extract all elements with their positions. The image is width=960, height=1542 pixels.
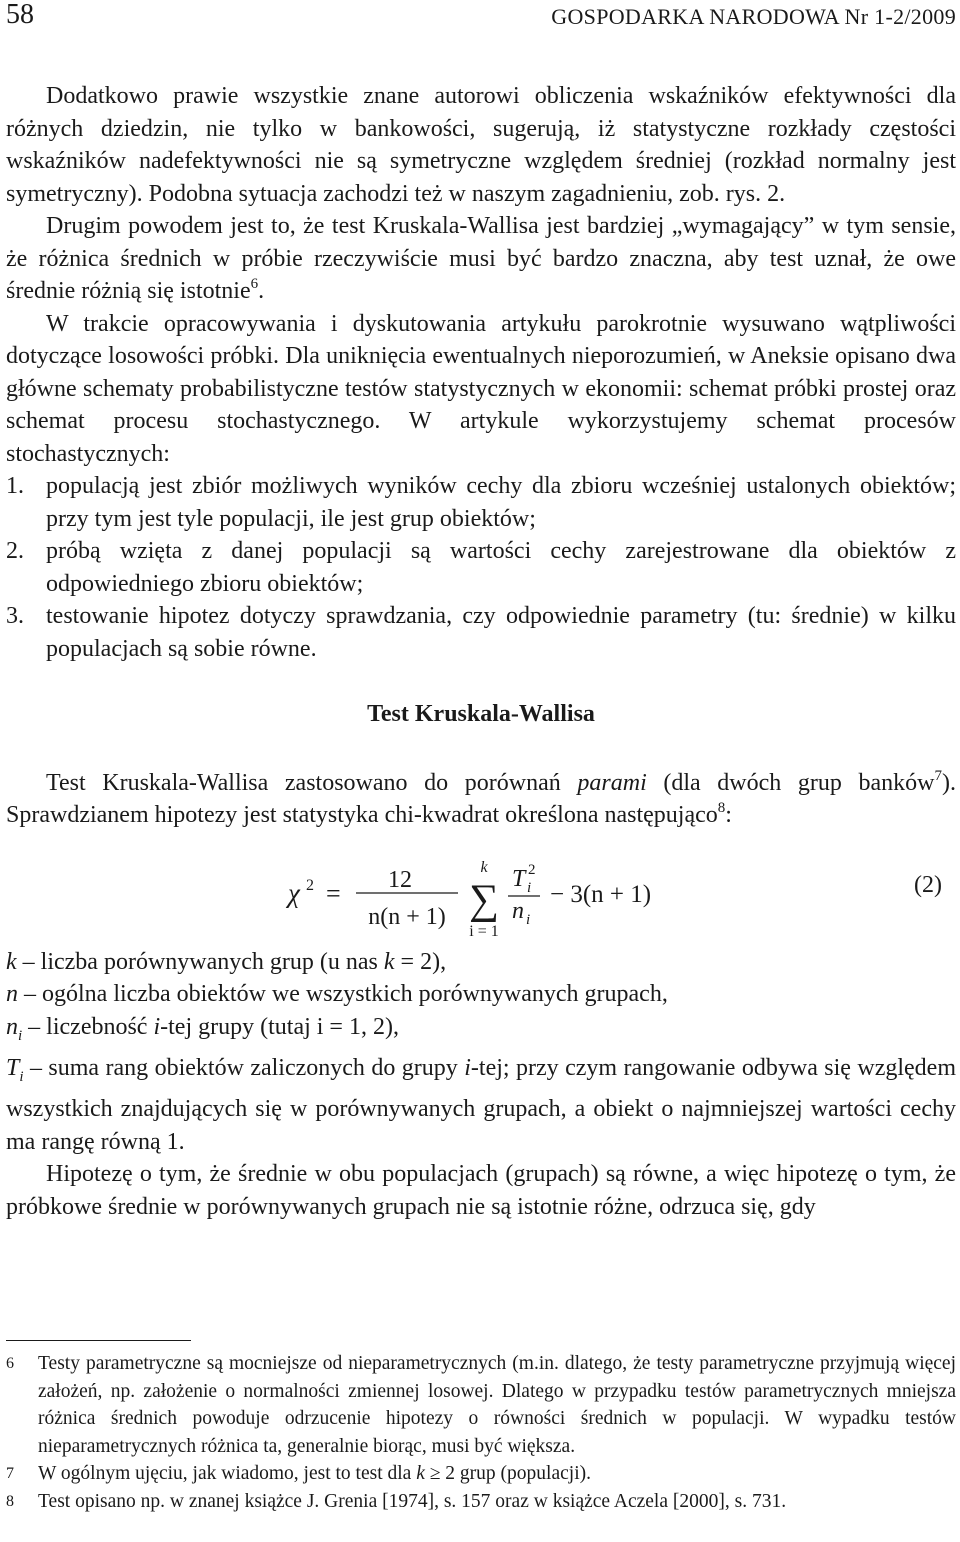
footnote-ref-8[interactable]: 8: [717, 800, 726, 816]
definition-n: [6, 978, 956, 1011]
footnote-text: W ogólnym ujęciu, jak wiadomo, jest to test dla: [38, 1463, 417, 1484]
fraction-denominator: n(n + 1): [368, 903, 446, 930]
definition-text-end: -tej grupy (tutaj i = 1, 2),: [160, 1013, 399, 1040]
list-item-text: testowanie hipotez dotyczy sprawdzania, czy odpowiednie parametry (tu: średnie) w kilku populacjach są sobie równe.: [46, 603, 956, 662]
paragraph-3: W trakcie opracowywania i dyskutowania artykułu parokrotnie wysuwano wątpliwości dotyczące losowości próbki. Dla uniknięcia ewentualnych nieporozumień, w Aneksie opisano dwa główne schematy probabilistyczne testów statystycznych w ekonomii: schemat próbki prostej oraz schemat procesu stochastycznego. W artykule wykorzystujemy schemat procesów stochastycznych:: [6, 310, 956, 467]
footnote-separator: [6, 1340, 191, 1341]
definition-text-end: -tej; przy czym rangowanie odbywa się względem wszystkich znajdujących się w porównywanych grupach, a obiekt o najmniejszej wartości cechy ma rangę równą 1.: [6, 1054, 957, 1155]
fraction2-numerator-exponent: 2: [528, 861, 536, 878]
paragraph-2-text: Drugim powodem jest to, że test Kruskala-Wallisa jest bardziej „wymagający” w tym sensie, że różnica średnich w próbie rzeczywiście musi być bardzo znaczna, aby test uznał, że owe średnie różnią się istotnie: [6, 213, 956, 304]
list-item: [6, 535, 956, 600]
numbered-list: [6, 470, 956, 665]
fraction2-denominator: n: [512, 897, 524, 924]
sum-lower-limit: i = 1: [469, 922, 499, 940]
page-number: 58: [6, 0, 34, 30]
list-item-number: 3.: [6, 603, 24, 629]
section-intro-a: Test Kruskala-Wallisa zastosowano do porównań: [46, 769, 578, 796]
running-head: GOSPODARKA NARODOWA Nr 1-2/2009: [551, 4, 956, 29]
definition-ni: [6, 1011, 956, 1052]
definition-text: – liczebność: [22, 1013, 154, 1040]
equation-svg: [276, 840, 696, 946]
definition-k: [6, 946, 956, 979]
sum-symbol: ∑: [469, 876, 499, 923]
formula-tail: − 3(n + 1): [550, 880, 652, 908]
footnote-symbol: k: [416, 1463, 425, 1484]
equals-sign: =: [326, 878, 341, 908]
chi-symbol: χ: [288, 877, 300, 908]
equation-2: [6, 840, 956, 946]
paragraph-1: Dodatkowo prawie wszystkie znane autorowi obliczenia wskaźników efektywności dla różnych dziedzin, nie tylko w bankowości, sugerują, iż statystyczne rozkłady częstości wskaźników nadefektywności nie są symetryczne względem średniej (rozkład normalny jest symetryczny). Podobna sytuacja zachodzi też w naszym zagadnieniu, zob. rys. 2.: [6, 83, 956, 207]
footnote-8: [6, 1488, 956, 1516]
final-paragraph: Hipotezę o tym, że średnie w obu populacjach (grupach) są równe, a więc hipotezę o tym, że próbkowe średnie w porównywanych grupach nie są istotnie różne, odrzuca się, gdy: [6, 1161, 956, 1220]
definition-symbol: T: [6, 1054, 20, 1081]
definition-text: – suma rang obiektów zaliczonych do grupy: [23, 1054, 465, 1081]
footnote-mark: 6: [6, 1355, 14, 1372]
definition-symbol-subscript: i: [19, 1068, 24, 1085]
definition-text: – ogólna liczba obiektów we wszystkich porównywanych grupach,: [18, 981, 668, 1007]
definition-inline-symbol: i: [464, 1054, 471, 1081]
definition-symbol-subscript: i: [18, 1027, 23, 1044]
footnote-7: [6, 1460, 956, 1488]
list-item-text: populacją jest zbiór możliwych wyników cechy dla zbioru wcześniej ustalonych obiektów; przy tym jest tyle populacji, ile jest grup obiektów;: [46, 473, 956, 532]
fraction2-numerator-subscript: i: [527, 879, 532, 896]
list-item-text: próbą wzięta z danej populacji są wartości cechy zarejestrowane dla obiektów z odpowiedniego zbioru obiektów;: [46, 538, 956, 597]
footnote-text: Test opisano np. w znanej książce J. Grenia [1974], s. 157 oraz w książce Aczela [2000], s. 731.: [38, 1490, 787, 1512]
definition-text: – liczba porównywanych grup (u nas: [16, 948, 384, 975]
section-intro-c: ). Sprawdzianem hipotezy jest statystyka chi-kwadrat określona następująco: [6, 769, 957, 828]
footnote-mark: 7: [6, 1465, 14, 1482]
footnote-text-end: ≥ 2 grup (populacji).: [424, 1463, 591, 1484]
list-item: [6, 470, 956, 535]
paragraph-2: [6, 210, 956, 308]
paragraph-2-end: .: [258, 278, 265, 304]
footnote-ref-6[interactable]: 6: [250, 276, 259, 292]
list-item-number: 1.: [6, 473, 24, 499]
definition-symbol: k: [6, 948, 17, 975]
definition-text-end: = 2),: [394, 948, 447, 975]
fraction2-denominator-subscript: i: [526, 911, 531, 928]
chi-exponent: 2: [306, 876, 314, 894]
footnote-6: [6, 1350, 956, 1460]
list-item: [6, 600, 956, 665]
fraction-numerator: 12: [388, 866, 412, 893]
section-intro: [6, 767, 956, 832]
footnotes: [6, 1350, 956, 1515]
list-item-number: 2.: [6, 538, 24, 564]
sum-upper-limit: k: [480, 858, 488, 876]
definition-Ti: [6, 1052, 956, 1158]
equation-number: (2): [914, 871, 942, 898]
definition-symbol: n: [6, 1013, 18, 1040]
section-intro-emphasis: parami: [577, 769, 647, 796]
section-intro-d: :: [725, 802, 732, 828]
symbol-definitions: [6, 946, 956, 1159]
footnote-ref-7[interactable]: 7: [934, 767, 943, 784]
footnote-text: Testy parametryczne są mocniejsze od nieparametrycznych (m.in. dlatego, że testy parametryczne przyjmują więcej założeń, np. założenie o normalności zmiennej losowej. Dlatego w przypadku testów parametrycznych mniejsza różnica średnich powoduje odrzucenie hipotezy o równości średnich w populacji. W wypadku testów nieparametrycznych różnica ta, generalnie biorąc, musi być większa.: [38, 1353, 956, 1457]
definition-symbol: n: [6, 981, 18, 1007]
page-body: [6, 80, 956, 1223]
definition-inline-symbol: i: [153, 1013, 161, 1040]
section-heading: Test Kruskala-Wallisa: [367, 701, 595, 727]
definition-inline-symbol: k: [383, 948, 395, 975]
section-intro-b: (dla dwóch grup banków: [646, 769, 935, 796]
page-header: [6, 0, 956, 30]
fraction2-numerator: T: [512, 865, 526, 892]
footnote-mark: 8: [6, 1492, 14, 1510]
